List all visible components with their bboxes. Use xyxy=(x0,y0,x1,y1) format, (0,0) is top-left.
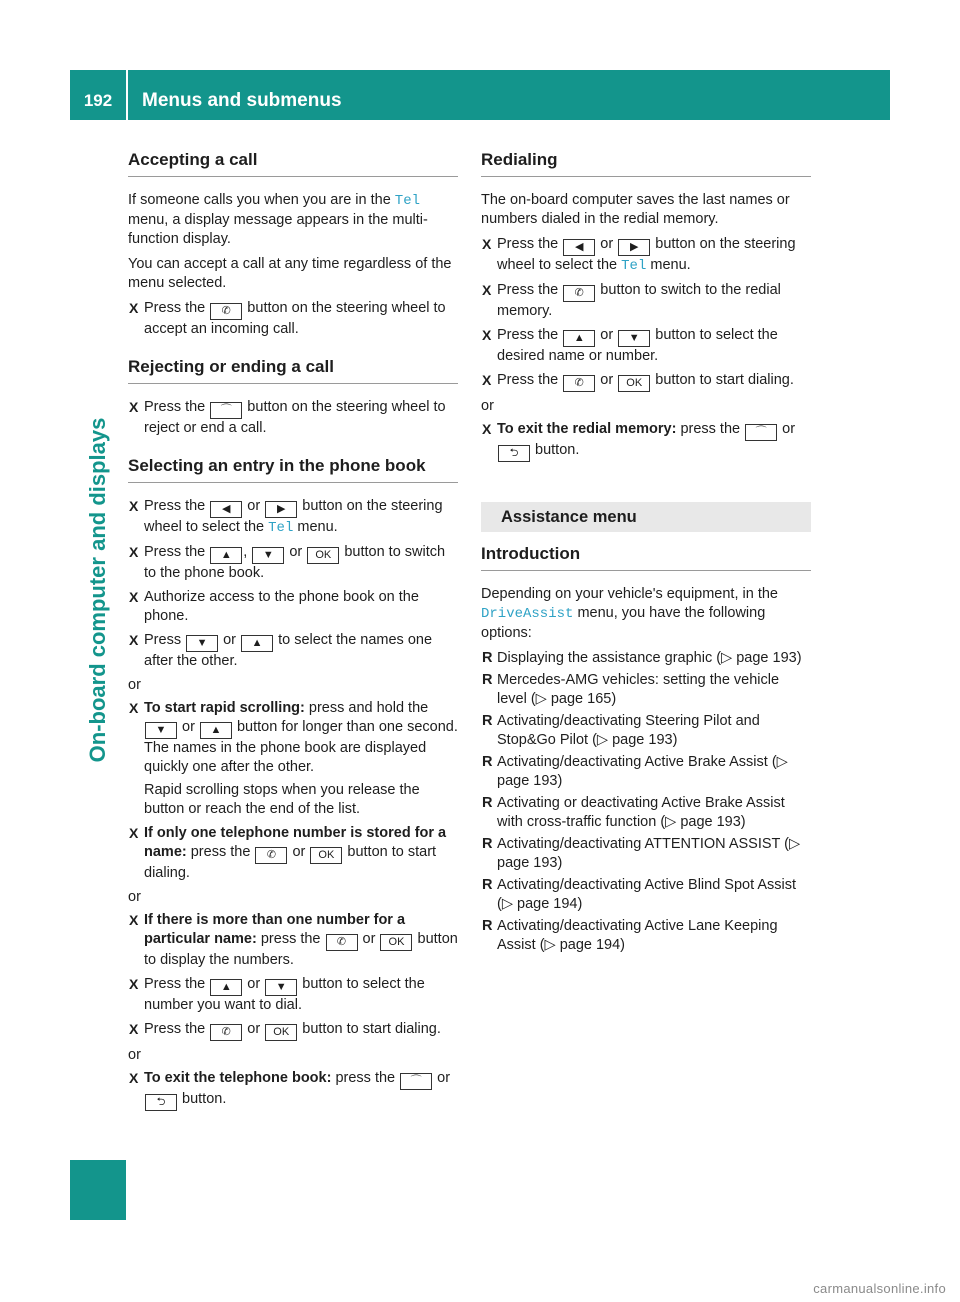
list-item xyxy=(481,712,811,750)
list-item xyxy=(481,794,811,832)
tel-menu-label: Tel xyxy=(268,520,294,536)
left-key-icon: ◀ xyxy=(563,239,595,256)
step-arrow-icon: X xyxy=(129,300,139,316)
list-item xyxy=(481,835,811,873)
list-item-text: Activating/deactivating Steering Pilot and Stop&Go Pilot (▷ page 193) xyxy=(497,713,760,748)
right-key-icon: ▶ xyxy=(265,501,297,518)
list-item xyxy=(481,671,811,709)
step-arrow-icon: X xyxy=(129,912,139,928)
bullet-icon: R xyxy=(482,672,493,688)
list-item-text: Activating/deactivating Active Brake Assist (▷ page 193) xyxy=(497,754,788,789)
instruction-step: X Press the ◀ or ▶ button on the steering wheel to select the Tel menu. xyxy=(129,498,443,536)
instruction-step: X Press the ▲ or ▼ button to select the desired name or number. xyxy=(482,327,778,364)
ok-key-icon: OK xyxy=(310,847,342,864)
paragraph: If someone calls you when you are in the Tel menu, a display message appears in the multi-function display. xyxy=(128,192,428,247)
left-key-icon: ◀ xyxy=(210,501,242,518)
heading-redialing: Redialing xyxy=(481,150,811,177)
instruction-step: X To start rapid scrolling: press and hold the ▼ or ▲ button for longer than one second. The names in the phone book are displayed quickly one after the other. Rapid scrolling stops when you release the button or reach the end of the list. xyxy=(129,700,458,817)
instruction-step: X Press the ✆ or OK button to start dialing. xyxy=(481,371,811,392)
heading-rejecting-call: Rejecting or ending a call xyxy=(128,357,458,384)
list-item xyxy=(481,876,811,914)
step-note: The names in the phone book are displayed quickly one after the other. xyxy=(144,740,427,775)
end-call-key-icon: ⌒ xyxy=(745,424,777,441)
instruction-step: X Press the ✆ or OK button to start dialing. xyxy=(128,1020,458,1041)
phone-key-icon: ✆ xyxy=(563,285,595,302)
left-column xyxy=(128,150,458,1116)
instruction-step: X Press the ⌒ button on the steering wheel to reject or end a call. xyxy=(129,399,446,436)
instruction-step: X Press ▼ or ▲ to select the names one after the other. xyxy=(129,632,433,669)
step-arrow-icon: X xyxy=(482,372,492,388)
ok-key-icon: OK xyxy=(618,375,650,392)
phone-key-icon: ✆ xyxy=(210,303,242,320)
step-arrow-icon: X xyxy=(129,589,139,605)
tel-menu-label: Tel xyxy=(621,258,647,274)
side-tab-label: On-board computer and displays xyxy=(85,417,110,763)
phone-key-icon: ✆ xyxy=(210,1024,242,1041)
bullet-icon: R xyxy=(482,713,493,729)
paragraph: The on-board computer saves the last names or numbers dialed in the redial memory. xyxy=(481,192,790,227)
list-item-text: Activating/deactivating ATTENTION ASSIST (▷ page 193) xyxy=(497,836,801,871)
step-arrow-icon: X xyxy=(129,1070,139,1086)
end-call-key-icon: ⌒ xyxy=(210,402,242,419)
instruction-step: X Press the ▲ , ▼ or OK button to switch to the phone book. xyxy=(129,544,446,581)
or-text: or xyxy=(481,398,494,414)
list-item-text: Activating or deactivating Active Brake Assist with cross-traffic function (▷ page 193) xyxy=(497,795,785,830)
list-item-text: Displaying the assistance graphic (▷ page 193) xyxy=(497,650,802,666)
up-key-icon: ▲ xyxy=(210,979,242,996)
step-arrow-icon: X xyxy=(129,544,139,560)
heading-phone-book: Selecting an entry in the phone book xyxy=(128,456,458,483)
header-divider xyxy=(126,70,128,120)
list-item-text: Activating/deactivating Active Blind Spot Assist (▷ page 194) xyxy=(497,877,797,912)
instruction-step: X Press the ✆ button on the steering wheel to accept an incoming call. xyxy=(129,300,446,337)
step-arrow-icon: X xyxy=(129,825,139,841)
instruction-step: X To exit the telephone book: press the ⌒ or ⮌ button. xyxy=(128,1069,458,1111)
page-number: 192 xyxy=(83,91,113,110)
bullet-icon: R xyxy=(482,918,493,934)
paragraph: You can accept a call at any time regardless of the menu selected. xyxy=(128,256,452,291)
phone-key-icon: ✆ xyxy=(563,375,595,392)
right-key-icon: ▶ xyxy=(618,239,650,256)
phone-key-icon: ✆ xyxy=(255,847,287,864)
up-key-icon: ▲ xyxy=(200,722,232,739)
down-key-icon: ▼ xyxy=(265,979,297,996)
up-key-icon: ▲ xyxy=(241,635,273,652)
ok-key-icon: OK xyxy=(265,1024,297,1041)
heading-accepting-call: Accepting a call xyxy=(128,150,458,177)
instruction-step: X Authorize access to the phone book on the phone. xyxy=(129,589,419,624)
assistance-options-list xyxy=(481,649,811,955)
ok-key-icon: OK xyxy=(380,934,412,951)
down-key-icon: ▼ xyxy=(145,722,177,739)
heading-introduction: Introduction xyxy=(481,544,811,571)
bullet-icon: R xyxy=(482,650,493,666)
step-arrow-icon: X xyxy=(129,632,139,648)
down-key-icon: ▼ xyxy=(252,547,284,564)
paragraph: Depending on your vehicle's equipment, in the DriveAssist menu, you have the following options: xyxy=(481,586,778,641)
back-key-icon: ⮌ xyxy=(498,445,530,462)
list-item xyxy=(481,649,811,668)
watermark: carmanualsonline.info xyxy=(813,1281,946,1296)
list-item xyxy=(481,753,811,791)
step-arrow-icon: X xyxy=(129,498,139,514)
page-title: Menus and submenus xyxy=(142,90,342,111)
section-band-assistance: Assistance menu xyxy=(481,502,811,532)
bullet-icon: R xyxy=(482,877,493,893)
step-arrow-icon: X xyxy=(482,282,492,298)
or-text: or xyxy=(128,1047,141,1063)
instruction-step: X If only one telephone number is stored for a name: press the ✆ or OK button to start dialing. xyxy=(129,825,447,881)
back-key-icon: ⮌ xyxy=(145,1094,177,1111)
list-item xyxy=(481,917,811,955)
step-note: Rapid scrolling stops when you release the button or reach the end of the list. xyxy=(144,782,420,817)
ok-key-icon: OK xyxy=(307,547,339,564)
end-call-key-icon: ⌒ xyxy=(400,1073,432,1090)
driveassist-menu-label: DriveAssist xyxy=(481,606,574,622)
instruction-step: X Press the ✆ button to switch to the redial memory. xyxy=(482,282,781,319)
or-text: or xyxy=(128,677,141,693)
list-item-text: Mercedes-AMG vehicles: setting the vehicle level (▷ page 165) xyxy=(497,672,780,707)
instruction-step: X Press the ▲ or ▼ button to select the number you want to dial. xyxy=(129,976,425,1013)
tel-menu-label: Tel xyxy=(394,193,421,209)
bullet-icon: R xyxy=(482,754,493,770)
list-item-text: Activating/deactivating Active Lane Keeping Assist (▷ page 194) xyxy=(497,918,778,953)
step-arrow-icon: X xyxy=(482,327,492,343)
side-tab-block xyxy=(70,1160,126,1220)
or-text: or xyxy=(128,889,141,905)
down-key-icon: ▼ xyxy=(186,635,218,652)
instruction-step: X To exit the redial memory: press the ⌒ or ⮌ button. xyxy=(481,420,811,462)
step-arrow-icon: X xyxy=(129,976,139,992)
right-column xyxy=(481,150,811,958)
phone-key-icon: ✆ xyxy=(326,934,358,951)
step-arrow-icon: X xyxy=(482,421,492,437)
up-key-icon: ▲ xyxy=(563,330,595,347)
step-arrow-icon: X xyxy=(129,1021,139,1037)
step-arrow-icon: X xyxy=(129,399,139,415)
step-arrow-icon: X xyxy=(482,236,492,252)
instruction-step: X If there is more than one number for a particular name: press the ✆ or OK button to display the numbers. xyxy=(129,912,458,968)
down-key-icon: ▼ xyxy=(618,330,650,347)
instruction-step: X Press the ◀ or ▶ button on the steering wheel to select the Tel menu. xyxy=(482,236,796,274)
bullet-icon: R xyxy=(482,836,493,852)
up-key-icon: ▲ xyxy=(210,547,242,564)
step-arrow-icon: X xyxy=(129,700,139,716)
bullet-icon: R xyxy=(482,795,493,811)
